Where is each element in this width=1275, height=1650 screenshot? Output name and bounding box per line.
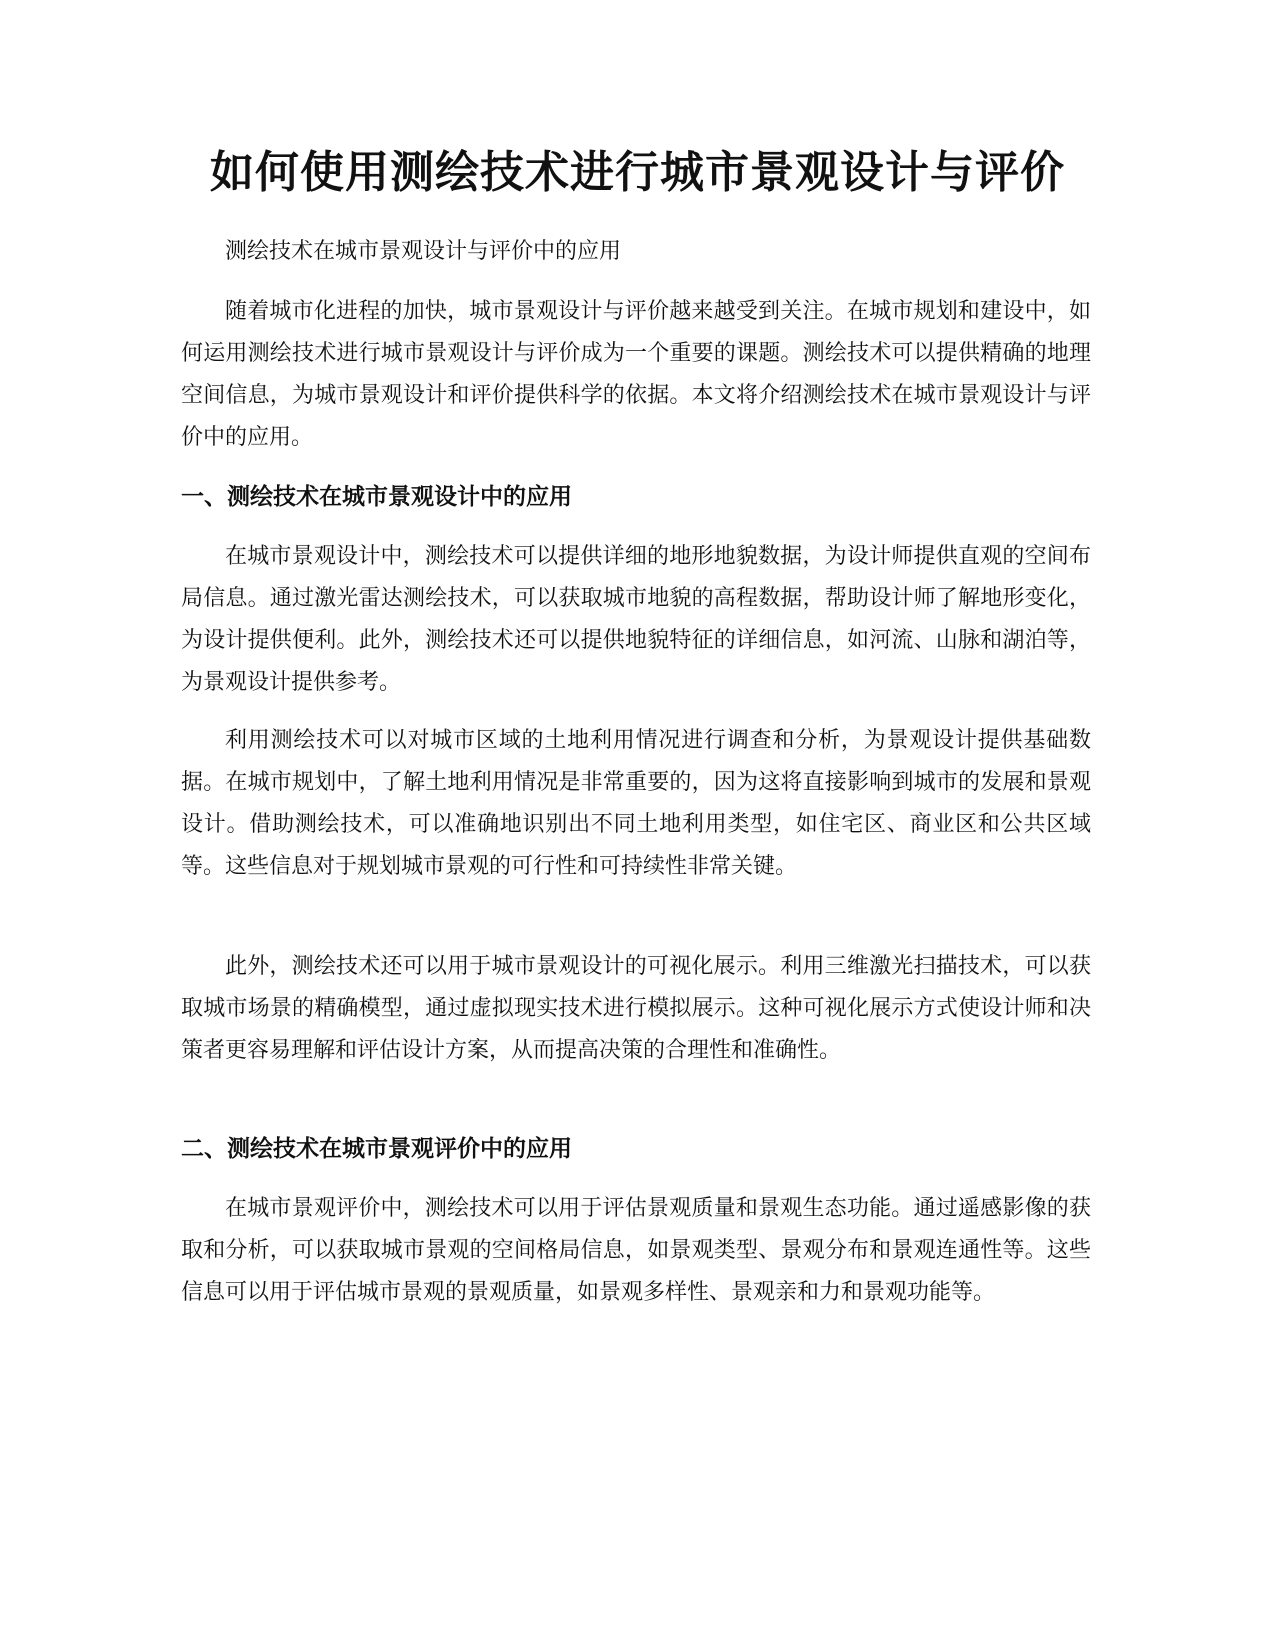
section-2-paragraph-1: 在城市景观评价中，测绘技术可以用于评估景观质量和景观生态功能。通过遥感影像的获取和分析，可以获取城市景观的空间格局信息，如景观类型、景观分布和景观连通性等。这些信息可以用于评估城市景观的景观质量，如景观多样性、景观亲和力和景观功能等。 (181, 1196, 1091, 1305)
document-subtitle: 测绘技术在城市景观设计与评价中的应用 (225, 239, 622, 264)
intro-paragraph: 随着城市化进程的加快，城市景观设计与评价越来越受到关注。在城市规划和建设中，如何运用测绘技术进行城市景观设计与评价成为一个重要的课题。测绘技术可以提供精确的地理空间信息，为城市景观设计和评价提供科学的依据。本文将介绍测绘技术在城市景观设计与评价中的应用。 (181, 299, 1091, 450)
section-heading-2: 二、测绘技术在城市景观评价中的应用 (181, 1136, 572, 1162)
document-title: 如何使用测绘技术进行城市景观设计与评价 (210, 147, 1065, 198)
section-1-paragraph-3: 此外，测绘技术还可以用于城市景观设计的可视化展示。利用三维激光扫描技术，可以获取城市场景的精确模型，通过虚拟现实技术进行模拟展示。这种可视化展示方式使设计师和决策者更容易理解和评估设计方案，从而提高决策的合理性和准确性。 (181, 954, 1091, 1063)
section-heading-1: 一、测绘技术在城市景观设计中的应用 (181, 484, 572, 510)
section-1-paragraph-1: 在城市景观设计中，测绘技术可以提供详细的地形地貌数据，为设计师提供直观的空间布局信息。通过激光雷达测绘技术，可以获取城市地貌的高程数据，帮助设计师了解地形变化，为设计提供便利。此外，测绘技术还可以提供地貌特征的详细信息，如河流、山脉和湖泊等，为景观设计提供参考。 (181, 544, 1091, 695)
section-1-paragraph-2: 利用测绘技术可以对城市区域的土地利用情况进行调查和分析，为景观设计提供基础数据。在城市规划中，了解土地利用情况是非常重要的，因为这将直接影响到城市的发展和景观设计。借助测绘技术，可以准确地识别出不同土地利用类型，如住宅区、商业区和公共区域等。这些信息对于规划城市景观的可行性和可持续性非常关键。 (181, 728, 1091, 879)
